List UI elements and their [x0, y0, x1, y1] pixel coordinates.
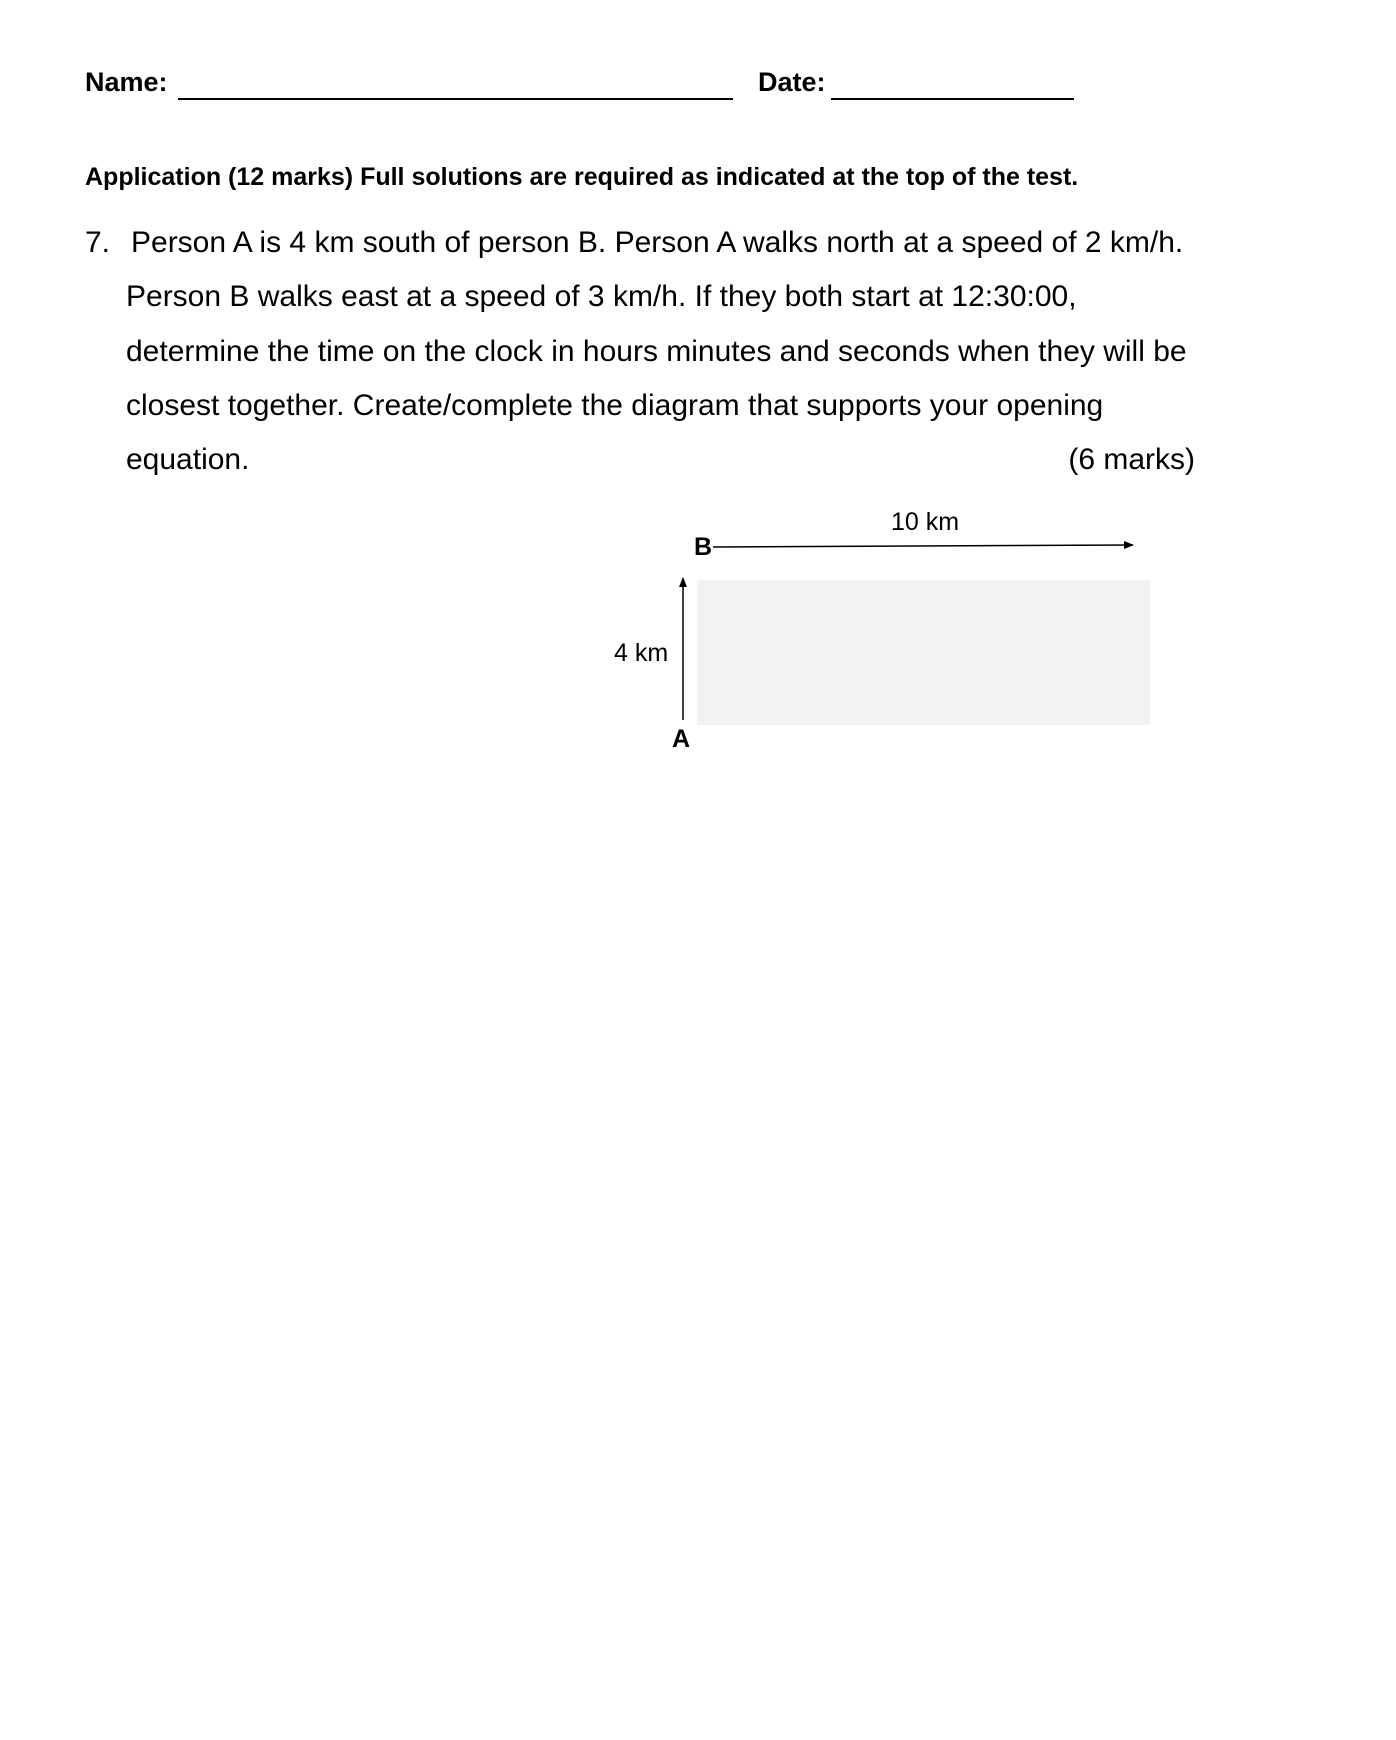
question-line-5: equation. [126, 443, 250, 476]
point-b-label: B [694, 533, 713, 561]
shaded-region [697, 580, 1150, 725]
point-a-label: A [672, 725, 691, 753]
question-line-4: closest together. Create/complete the diagram that supports your opening [126, 389, 1104, 422]
east-distance-label: 10 km [891, 508, 960, 536]
question-line-2: Person B walks east at a speed of 3 km/h. If they both start at 12:30:00, [126, 280, 1077, 313]
name-label: Name: [85, 67, 168, 97]
east-arrow [713, 545, 1133, 547]
question-number: 7. [85, 226, 111, 259]
name-blank-line[interactable] [178, 98, 733, 100]
question-line-1: Person A is 4 km south of person B. Person A walks north at a speed of 2 km/h. [131, 226, 1184, 259]
north-distance-label: 4 km [614, 639, 669, 667]
question-line-3: determine the time on the clock in hours minutes and seconds when they will be [126, 335, 1187, 368]
date-label: Date: [758, 67, 826, 97]
section-heading: Application (12 marks) Full solutions are required as indicated at the top of the test. [85, 163, 1079, 191]
question-marks: (6 marks) [1068, 443, 1195, 476]
date-blank-line[interactable] [831, 98, 1074, 100]
